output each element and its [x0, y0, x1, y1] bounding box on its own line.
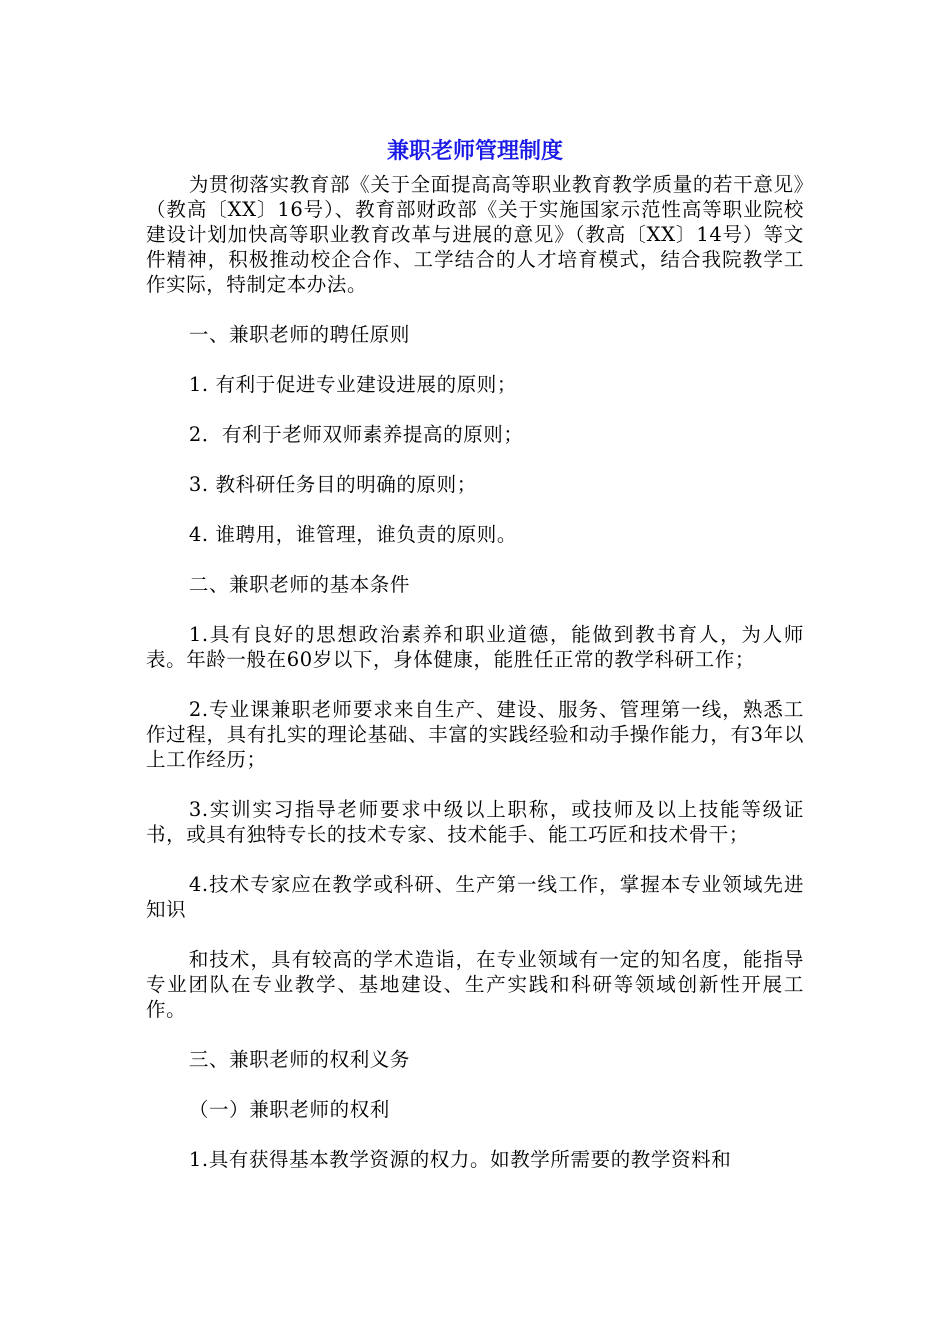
document-title: 兼职老师管理制度	[386, 139, 563, 164]
intro-paragraph: 为贯彻落实教育部《关于全面提高高等职业教育教学质量的若干意见》（教高〔XX〕16号）、教育部财政部《关于实施国家示范性高等职业院校建设计划加快高等职业教育改革与进展的意见》（教高〔XX〕14号）等文件精神，积极推动校企合作、工学结合的人才培育模式，结合我院教学工作实际，特制定本办法。	[146, 173, 804, 296]
subsection-heading-rights: （一）兼职老师的权利	[188, 1098, 390, 1121]
principle-item-1: 1. 有利于促进专业建设进展的原则；	[188, 373, 517, 396]
condition-item-1: 1.具有良好的思想政治素养和职业道德，能做到教书育人，为人师表。年龄一般在60岁以下，身体健康，能胜任正常的教学科研工作；	[146, 623, 804, 671]
principle-item-2: 2．有利于老师双师素养提高的原则；	[188, 423, 524, 446]
condition-item-3: 3.实训实习指导老师要求中级以上职称，或技师及以上技能等级证书，或具有独特专长的技术专家、技术能手、能工巧匠和技术骨干；	[146, 798, 804, 846]
rights-item-1: 1.具有获得基本教学资源的权力。如教学所需要的教学资料和	[188, 1148, 732, 1171]
section-heading-3: 三、兼职老师的权利义务	[188, 1048, 410, 1071]
condition-item-4-continued: 和技术，具有较高的学术造诣，在专业领域有一定的知名度，能指导专业团队在专业教学、基地建设、生产实践和科研等领域创新性开展工作。	[146, 948, 804, 1021]
condition-item-2: 2.专业课兼职老师要求来自生产、建设、服务、管理第一线，熟悉工作过程，具有扎实的理论基础、丰富的实践经验和动手操作能力，有3年以上工作经历；	[146, 698, 804, 771]
document-page	[146, 136, 804, 1172]
section-heading-1: 一、兼职老师的聘任原则	[188, 323, 410, 346]
principle-item-4: 4. 谁聘用，谁管理，谁负责的原则。	[188, 523, 517, 546]
section-heading-2: 二、兼职老师的基本条件	[188, 573, 410, 596]
condition-item-4: 4.技术专家应在教学或科研、生产第一线工作，掌握本专业领域先进知识	[146, 873, 804, 921]
principle-item-3: 3. 教科研任务目的明确的原则；	[188, 473, 477, 496]
